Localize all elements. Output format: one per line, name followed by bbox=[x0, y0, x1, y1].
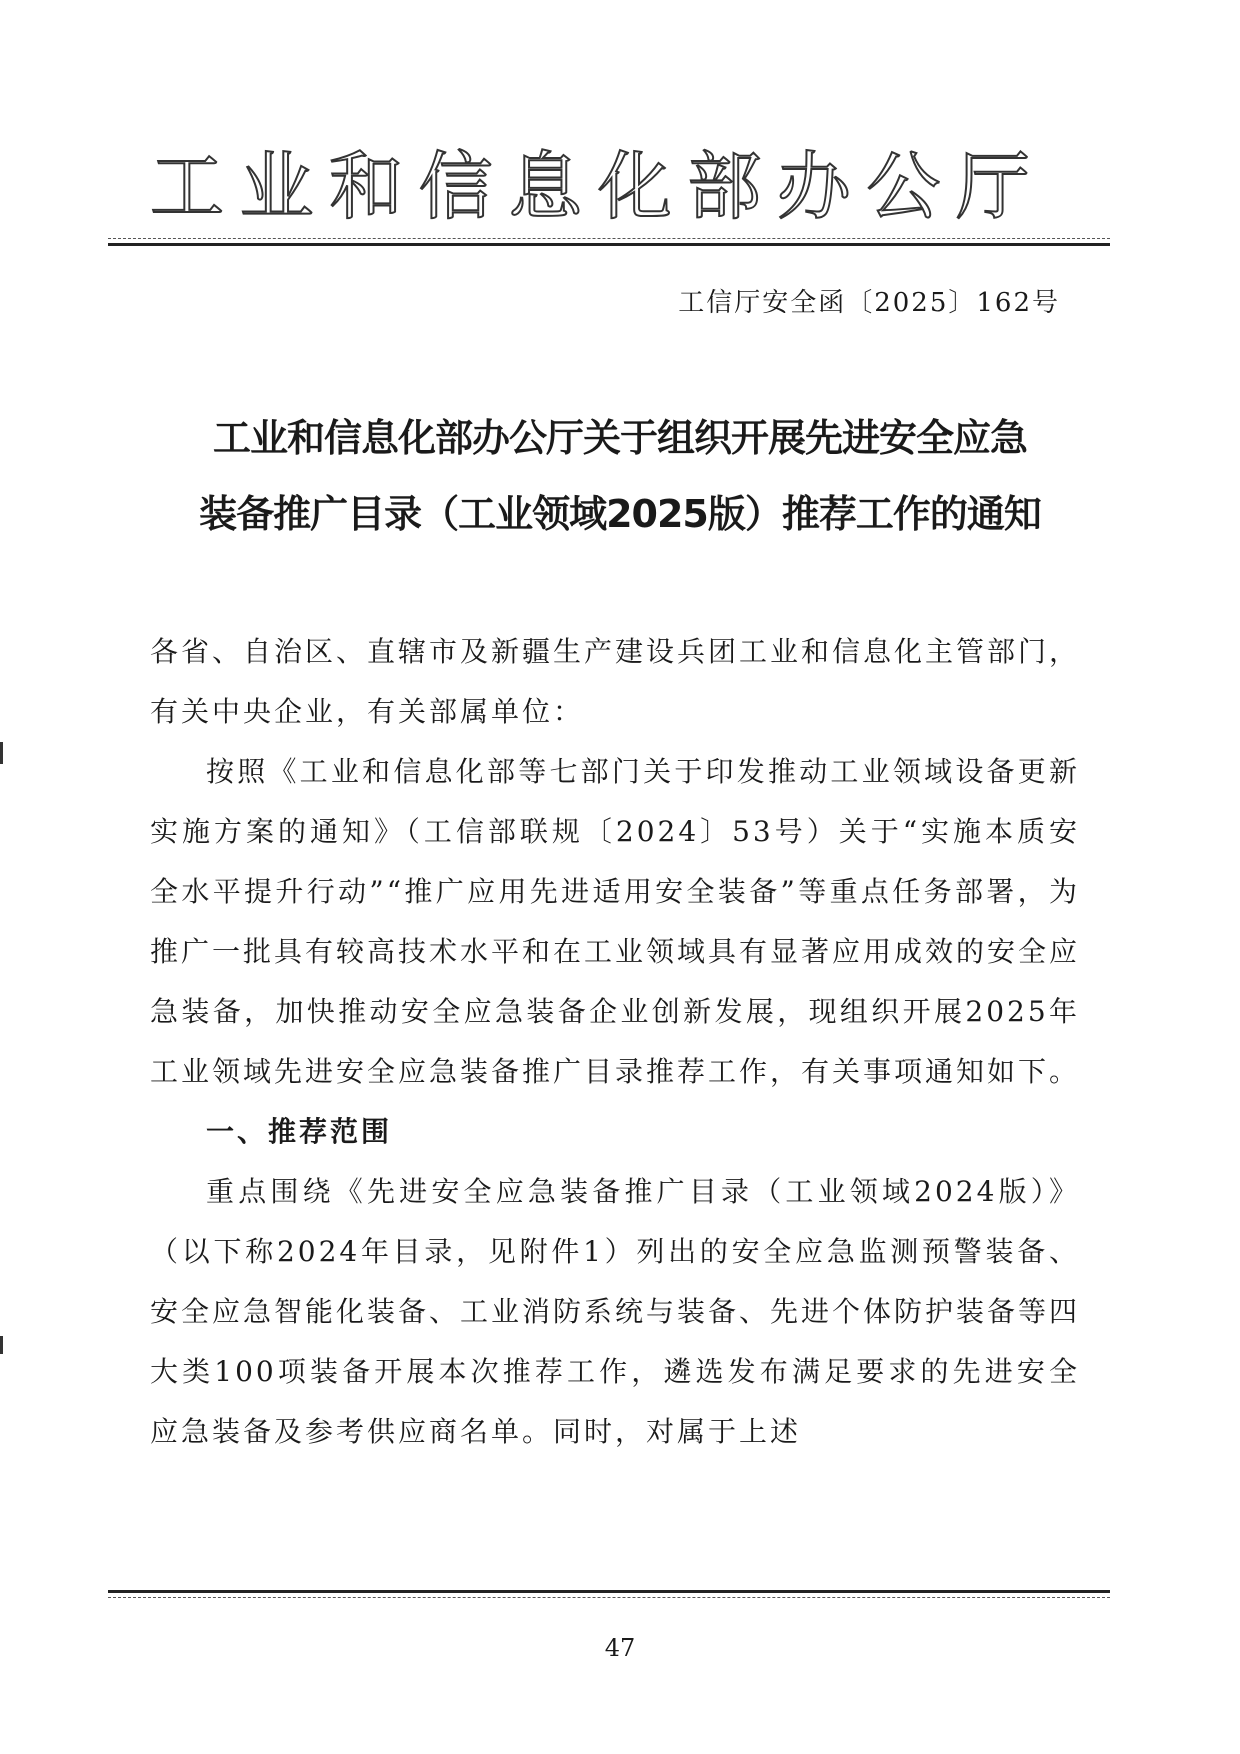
footer-divider bbox=[108, 1590, 1110, 1598]
scan-margin-mark bbox=[0, 742, 3, 764]
title-line-2: 装备推广目录（工业领域2025版）推荐工作的通知 bbox=[199, 492, 1041, 536]
salutation: 各省、自治区、直辖市及新疆生产建设兵团工业和信息化主管部门，有关中央企业，有关部属单位： bbox=[150, 635, 1081, 728]
divider-thick-line bbox=[108, 1590, 1110, 1593]
section-heading: 一、推荐范围 bbox=[206, 1115, 393, 1148]
scan-margin-mark bbox=[0, 1336, 3, 1354]
letterhead-char: 部 bbox=[687, 144, 762, 230]
letterhead-char: 工 bbox=[150, 144, 224, 230]
body-paragraph: 重点围绕《先进安全应急装备推广目录（工业领域2024版）》（以下称2024年目录，见附件1）列出的安全应急监测预警装备、安全应急智能化装备、工业消防系统与装备、先进个体防护装备等四大类100项装备开展本次推荐工作，遴选发布满足要求的先进安全应急装备及参考供应商名单。同时，对属于上述 bbox=[150, 1175, 1081, 1448]
letterhead-char: 化 bbox=[597, 144, 672, 230]
page-number: 47 bbox=[604, 1634, 636, 1662]
letterhead-char: 信 bbox=[418, 144, 493, 230]
letterhead-char: 办 bbox=[776, 144, 851, 230]
letterhead-divider bbox=[108, 238, 1110, 246]
letterhead-char: 业 bbox=[239, 144, 314, 230]
letterhead-char: 公 bbox=[866, 144, 941, 230]
letterhead-char: 和 bbox=[329, 144, 404, 230]
title-line-1: 工业和信息化部办公厅关于组织开展先进安全应急 bbox=[212, 416, 1027, 460]
document-title bbox=[150, 400, 1090, 552]
letterhead bbox=[150, 128, 1030, 234]
divider-thin-line bbox=[108, 1597, 1110, 1598]
letterhead-char: 厅 bbox=[955, 144, 1030, 230]
document-number: 工信厅安全函〔2025〕162号 bbox=[678, 288, 1060, 318]
letterhead-char: 息 bbox=[508, 144, 583, 230]
divider-thin-line bbox=[108, 238, 1110, 239]
document-body bbox=[150, 622, 1080, 1462]
divider-thick-line bbox=[108, 243, 1110, 246]
body-paragraph: 按照《工业和信息化部等七部门关于印发推动工业领域设备更新实施方案的通知》（工信部联规〔2024〕53号）关于“实施本质安全水平提升行动”“推广应用先进适用安全装备”等重点任务部署，为推广一批具有较高技术水平和在工业领域具有显著应用成效的安全应急装备，加快推动安全应急装备企业创新发展，现组织开展2025年工业领域先进安全应急装备推广目录推荐工作，有关事项通知如下。 bbox=[150, 755, 1081, 1088]
